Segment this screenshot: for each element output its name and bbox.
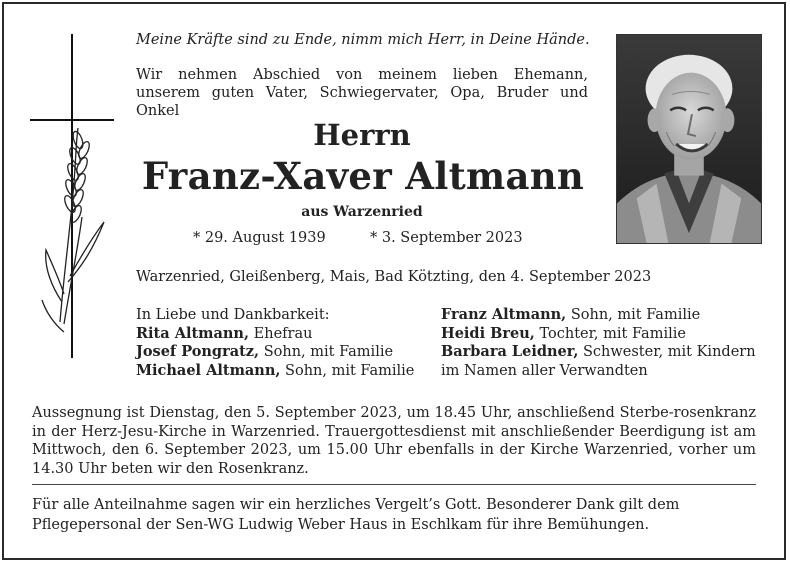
mourner-entry: [136, 325, 414, 344]
mourner-relation: Sohn, mit Familie: [259, 344, 394, 360]
mourners-heading: In Liebe und Dankbarkeit:: [136, 307, 330, 323]
mourner-relation: Schwester, mit Kindern: [578, 344, 756, 360]
deceased-name: Franz-Xaver Altmann: [141, 154, 585, 198]
mourner-relation: Sohn, mit Familie: [280, 362, 415, 379]
mourners-right-column: [441, 306, 756, 380]
birth-date: * 29. August 1939: [193, 230, 326, 246]
mourner-name: Rita Altmann,: [136, 324, 250, 342]
mourner-name: Barbara Leidner,: [441, 343, 579, 360]
mourner-entry: [441, 306, 756, 325]
intro-text: Wir nehmen Abschied von meinem lieben Ehemann, unserem guten Vater, Schwiegervater, Opa, Bruder und Onkel: [136, 67, 588, 119]
mourners-closing: im Namen aller Verwandten: [441, 362, 648, 379]
funeral-details: Aussegnung ist Dienstag, den 5. September 2023, um 18.45 Uhr, anschließend Sterbe-rosenkranz in der Herz-Jesu-Kirche in Warzenried. Trauergottesdienst mit anschließender Beerdigung ist am Mittwoch, den 6. September 2023, um 15.00 Uhr ebenfalls in der Kirche Warzenried, vorher um 14.30 Uhr beten wir den Rosenkranz.: [32, 405, 756, 477]
place-and-date: Warzenried, Gleißenberg, Mais, Bad Kötzting, den 4. September 2023: [136, 269, 652, 285]
mourner-relation: Tochter, mit Familie: [534, 325, 686, 342]
mourner-relation: Ehefrau: [249, 325, 313, 342]
mourner-name: Michael Altmann,: [136, 361, 281, 379]
divider: [32, 484, 756, 485]
salutation: Herrn: [313, 118, 411, 152]
origin-line: aus Warzenried: [301, 204, 423, 220]
mourner-entry: [136, 362, 414, 381]
cross-with-wheat-icon: [28, 32, 118, 362]
mourner-relation: Sohn, mit Familie: [566, 307, 701, 323]
mourner-name: Franz Altmann,: [441, 306, 567, 323]
portrait-photo: [616, 34, 762, 244]
mourner-entry: [441, 343, 756, 362]
mourner-name: Josef Pongratz,: [136, 343, 260, 360]
mourner-entry: [441, 325, 756, 344]
mourner-entry: [136, 343, 414, 362]
mourner-name: Heidi Breu,: [441, 324, 535, 342]
mourners-left-column: [136, 306, 414, 380]
death-date: * 3. September 2023: [370, 230, 523, 246]
thanks-text: Für alle Anteilnahme sagen wir ein herzliches Vergelt’s Gott. Besonderer Dank gilt dem Pflegepersonal der Sen-WG Ludwig Weber Haus in Eschlkam für ihre Bemühungen.: [32, 497, 680, 533]
motto-verse: Meine Kräfte sind zu Ende, nimm mich Herr, in Deine Hände.: [136, 32, 590, 48]
